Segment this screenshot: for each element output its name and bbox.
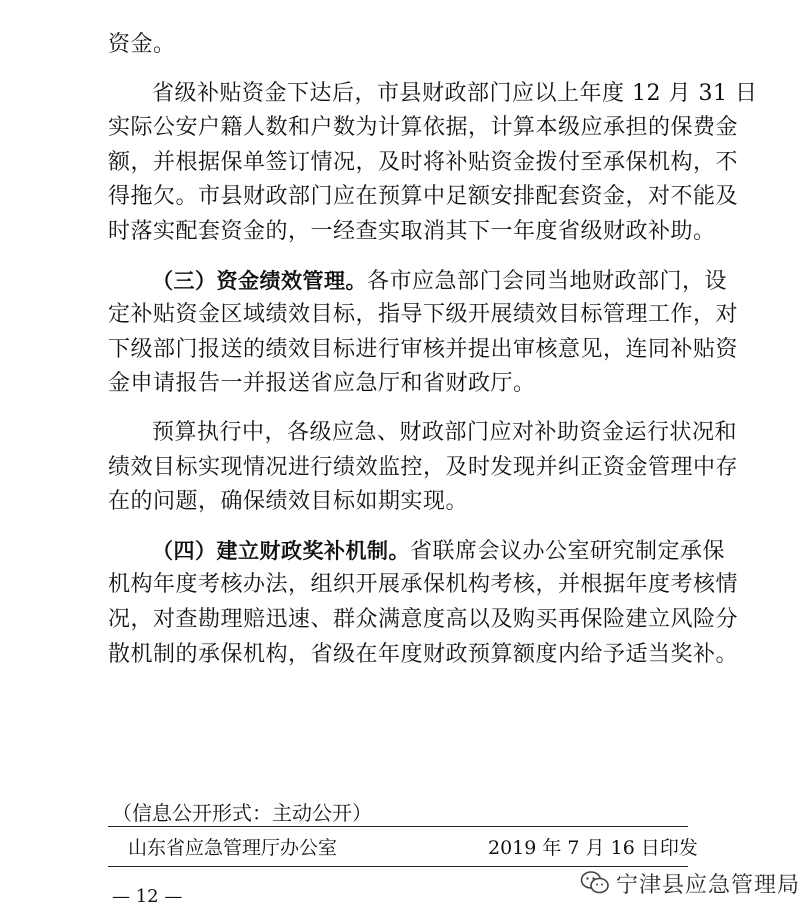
- body-line: 预算执行中，各级应急、财政部门应对补助资金运行状况和: [152, 419, 738, 445]
- body-line: 实际公安户籍人数和户数为计算依据，计算本级应承担的保费金: [108, 115, 739, 141]
- document-body: [108, 28, 758, 672]
- body-line: 机构年度考核办法，组织开展承保机构考核，并根据年度考核情: [108, 572, 739, 598]
- body-line: [108, 264, 728, 299]
- body-line: 况，对查勘理赔迅速、群众满意度高以及购买再保险建立风险分: [108, 606, 739, 632]
- body-line: 定补贴资金区域绩效目标，指导下级开展绩效目标管理工作，对: [108, 302, 739, 328]
- section-heading-3: （三）资金绩效管理。: [152, 268, 367, 293]
- body-line: 时落实配套资金的，一经查实取消其下一年度省级财政补助。: [108, 218, 716, 244]
- body-line: 金申请报告一并报送省应急厅和省财政厅。: [108, 371, 536, 397]
- body-line: 下级部门报送的绩效目标进行审核并提出审核意见，连同补贴资: [108, 336, 739, 362]
- body-line: 得拖欠。市县财政部门应在预算中足额安排配套资金，对不能及: [108, 184, 739, 210]
- footer-divider-top: [108, 826, 688, 827]
- wechat-icon: [580, 870, 610, 896]
- issue-date: 2019 年 7 月 16 日印发: [488, 837, 698, 859]
- watermark-text: 宁津县应急管理局: [616, 872, 800, 898]
- body-line-text: 省联席会议办公室研究制定承保: [410, 538, 726, 564]
- body-line: 绩效目标实现情况进行绩效监控，及时发现并纠正资金管理中存: [108, 454, 739, 480]
- issuer-name: 山东省应急管理厅办公室: [128, 837, 338, 859]
- disclosure-note: （信息公开形式：主动公开）: [112, 801, 372, 825]
- body-line: 额，并根据保单签订情况，及时将补贴资金拨付至承保机构，不: [108, 149, 739, 175]
- body-line: 资金。: [108, 32, 176, 57]
- page-number: — 12 —: [112, 886, 183, 907]
- section-heading-4: （四）建立财政奖补机制。: [152, 538, 410, 563]
- body-line: 散机制的承保机构，省级在年度财政预算额度内给予适当奖补。: [108, 641, 739, 667]
- body-line: 省级补贴资金下达后，市县财政部门应以上年度 12 月 31 日: [152, 80, 758, 106]
- body-line-text: 各市应急部门会同当地财政部门，设: [367, 268, 728, 294]
- body-line: [108, 534, 726, 569]
- watermark: [580, 866, 800, 900]
- body-line: 在的问题，确保绩效目标如期实现。: [108, 489, 469, 515]
